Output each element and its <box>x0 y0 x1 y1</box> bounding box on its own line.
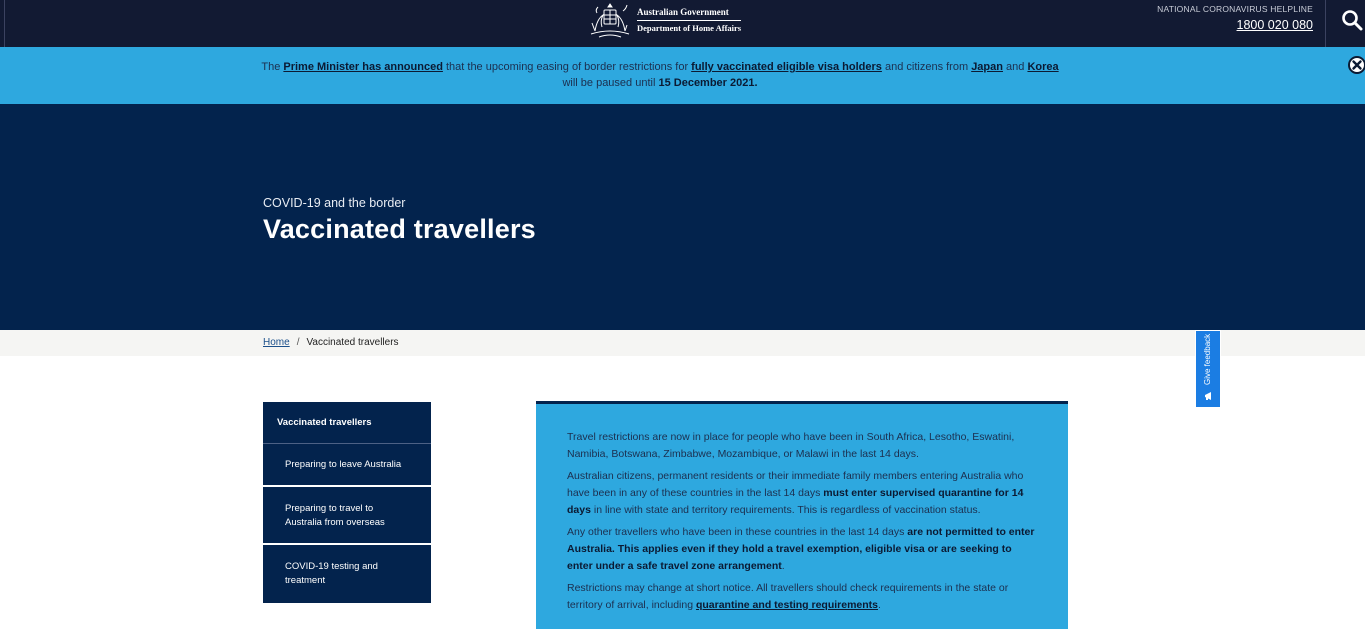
notice-p2-text-end: in line with state and territory requirements. This is regardless of vaccination status. <box>590 504 981 516</box>
give-feedback-button[interactable] <box>1195 330 1221 408</box>
close-circle-icon <box>1347 55 1365 75</box>
feedback-label: Give feedback <box>1203 333 1212 385</box>
search-divider <box>1325 0 1326 47</box>
page-title: Vaccinated travellers <box>263 214 536 244</box>
alert-text-1: The <box>261 61 284 73</box>
alert-message <box>255 59 1065 91</box>
notice-paragraph-1: Travel restrictions are now in place for people who have been in South Africa, Lesotho, Eswatini, Namibia, Botswana, Zimbabwe, Mozambique, or Malawi in the last 14 days. <box>567 431 1015 460</box>
helpline <box>1157 4 1313 34</box>
alert-close-button[interactable] <box>1347 55 1365 75</box>
notice-p3-text-end: . <box>781 560 785 572</box>
breadcrumb <box>263 337 399 348</box>
site-header <box>0 0 1365 47</box>
quarantine-testing-requirements-link[interactable]: quarantine and testing requirements <box>695 599 879 611</box>
notice-p4-text: Restrictions may change at short notice. All travellers should check requirements in the state or territory of arrival, including <box>567 582 1009 611</box>
section-kicker: COVID-19 and the border <box>263 196 406 210</box>
side-nav-item-vaccinated-travellers[interactable]: Vaccinated travellers <box>263 402 431 444</box>
wordmark-government: Australian Government <box>637 7 741 21</box>
notice-p2-text: Australian citizens, permanent residents or their immediate family members entering Australia who have been in any of these countries in the last 14 days <box>567 470 1024 499</box>
prime-minister-link[interactable]: Prime Minister has announced <box>283 61 443 73</box>
side-nav-item-travel-to-australia[interactable]: Preparing to travel to Australia from overseas <box>263 487 431 545</box>
korea-link[interactable]: Korea <box>1027 61 1059 73</box>
section-side-nav <box>263 402 431 603</box>
travel-restrictions-notice <box>536 401 1068 629</box>
wordmark <box>637 7 741 34</box>
alert-date: 15 December 2021. <box>658 77 758 89</box>
side-nav-item-preparing-to-leave[interactable]: Preparing to leave Australia <box>263 444 431 487</box>
side-nav-item-testing-treatment[interactable]: COVID-19 testing and treatment <box>263 545 431 603</box>
home-logo-link[interactable] <box>585 1 750 39</box>
notice-p4-text-end: . <box>878 599 881 611</box>
alert-text-4: and <box>1002 61 1028 73</box>
notice-paragraph-2 <box>567 468 1037 519</box>
notice-p3-emphasis: are not permitted to enter Australia. This applies even if they hold a travel exemption, eligible visa or are seeking to enter under a safe travel zone arrangement <box>567 526 1035 572</box>
alert-text-2: that the upcoming easing of border restrictions for <box>442 61 692 73</box>
page-hero <box>0 104 1365 330</box>
coat-of-arms-icon <box>585 1 635 39</box>
breadcrumb-home-link[interactable]: Home <box>263 337 290 348</box>
header-divider <box>4 0 5 47</box>
breadcrumb-current: Vaccinated travellers <box>306 337 399 348</box>
breadcrumb-bar <box>0 330 1365 356</box>
helpline-label: NATIONAL CORONAVIRUS HELPLINE <box>1157 4 1313 14</box>
search-icon <box>1340 8 1364 32</box>
alert-text-5: will be paused until <box>562 77 659 89</box>
notice-paragraph-3 <box>567 524 1037 575</box>
notice-paragraph-4 <box>567 580 1037 614</box>
notice-p2-emphasis: must enter supervised quarantine for 14 days <box>567 487 1024 516</box>
megaphone-icon <box>1204 391 1214 401</box>
japan-link[interactable]: Japan <box>971 61 1003 73</box>
alert-banner <box>0 47 1365 104</box>
search-button[interactable] <box>1340 8 1364 32</box>
helpline-phone-link[interactable]: 1800 020 080 <box>1236 18 1313 32</box>
alert-text-3: and citizens from <box>881 61 972 73</box>
breadcrumb-separator: / <box>296 337 300 348</box>
vaccinated-visa-holders-link[interactable]: fully vaccinated eligible visa holders <box>691 61 882 73</box>
notice-p3-text: Any other travellers who have been in these countries in the last 14 days <box>567 526 908 538</box>
wordmark-department: Department of Home Affairs <box>637 22 742 33</box>
